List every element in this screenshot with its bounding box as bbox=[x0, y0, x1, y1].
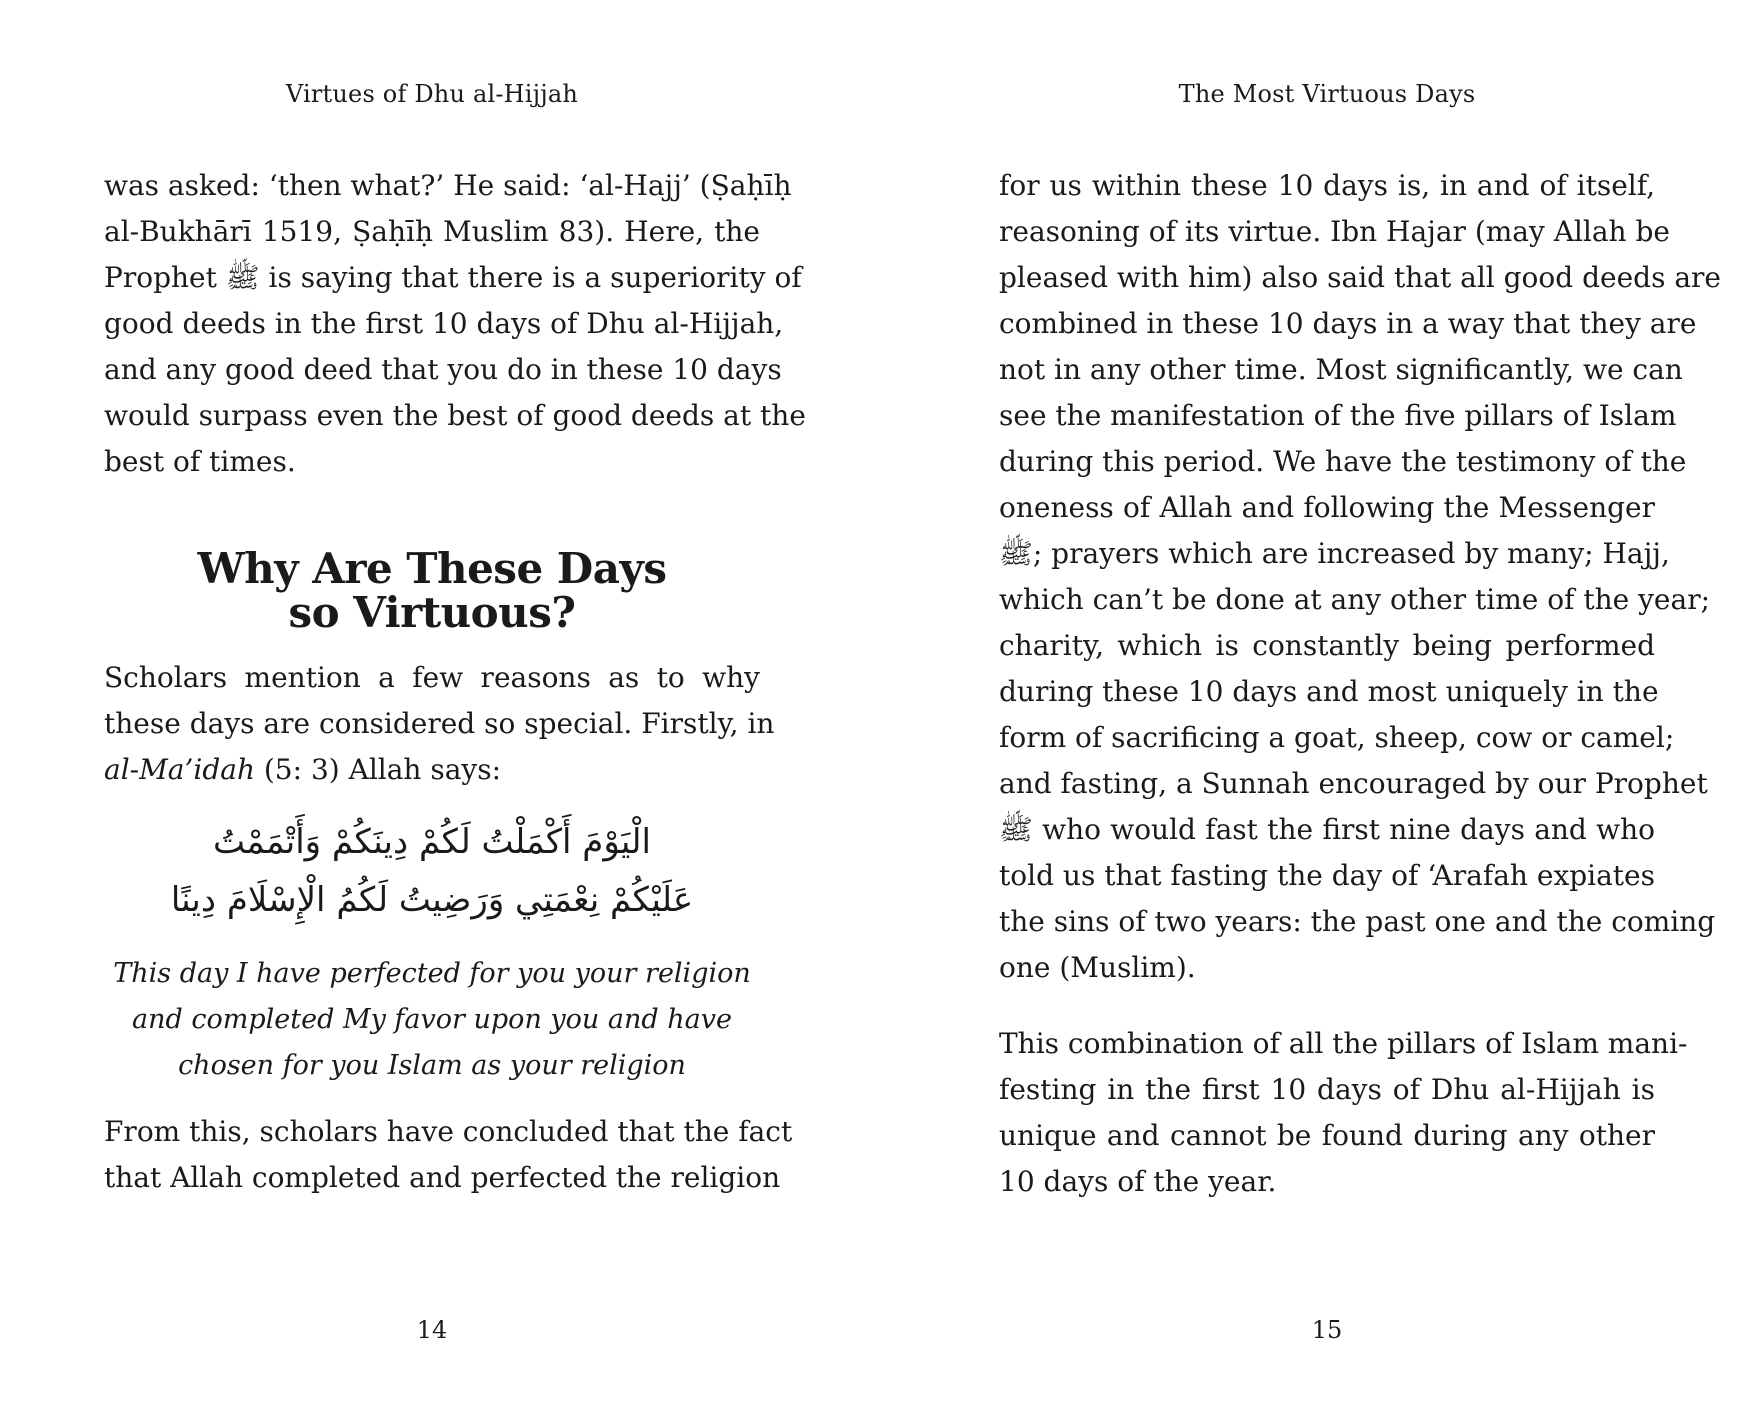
arabic-line: عَلَيْكُمْ نِعْمَتِي وَرَضِيتُ لَكُمُ الْإِسْلَامَ دِينًا bbox=[170, 880, 694, 920]
text-line: which can’t be done at any other time of the year; bbox=[999, 583, 1711, 616]
text-line: not in any other time. Most significantly, we can bbox=[999, 353, 1683, 386]
right-page bbox=[874, 0, 1749, 1402]
left-paragraph-1 bbox=[104, 163, 806, 485]
text-line: ﷺ who would fast the first nine days and who bbox=[999, 813, 1655, 846]
text-line: the sins of two years: the past one and the coming bbox=[999, 905, 1716, 938]
right-text-block bbox=[999, 163, 1721, 1205]
text-line: that Allah completed and perfected the religion bbox=[104, 1161, 781, 1194]
text-line: and fasting, a Sunnah encouraged by our Prophet bbox=[999, 767, 1708, 800]
translation-line: This day I have perfected for you your religion bbox=[113, 958, 751, 989]
text-fragment: (5: 3) Allah says: bbox=[254, 753, 502, 786]
paragraph-gap bbox=[999, 991, 1655, 1021]
text-line: al-Bukhārī 1519, Ṣaḥīḥ Muslim 83). Here, the bbox=[104, 215, 760, 248]
text-line: good deeds in the first 10 days of Dhu al-Hijjah, bbox=[104, 307, 784, 340]
right-running-head: The Most Virtuous Days bbox=[1178, 80, 1476, 108]
arabic-verse bbox=[104, 813, 760, 929]
heading-line: so Virtuous? bbox=[288, 588, 576, 637]
text-line: From this, scholars have concluded that the fact bbox=[104, 1115, 793, 1148]
text-line: see the manifestation of the five pillars of Islam bbox=[999, 399, 1677, 432]
text-line: festing in the first 10 days of Dhu al-Hijjah is bbox=[999, 1073, 1655, 1106]
left-paragraph-3 bbox=[104, 1109, 793, 1201]
text-line: Scholars mention a few reasons as to why bbox=[104, 661, 760, 694]
translation-line: and completed My favor upon you and have bbox=[132, 1004, 732, 1035]
text-line: combined in these 10 days in a way that they are bbox=[999, 307, 1697, 340]
text-line: ﷺ; prayers which are increased by many; Hajj, bbox=[999, 537, 1670, 570]
right-paragraph-2 bbox=[999, 1021, 1688, 1205]
text-line: during these 10 days and most uniquely in the bbox=[999, 675, 1659, 708]
text-line: would surpass even the best of good deeds at the bbox=[104, 399, 806, 432]
text-line: and any good deed that you do in these 10 days bbox=[104, 353, 782, 386]
arabic-line: الْيَوْمَ أَكْمَلْتُ لَكُمْ دِينَكُمْ وَأَتْمَمْتُ bbox=[213, 822, 651, 862]
text-line bbox=[104, 747, 760, 793]
translation-line: chosen for you Islam as your religion bbox=[178, 1050, 686, 1081]
text-line: oneness of Allah and following the Messenger bbox=[999, 491, 1655, 524]
text-line: was asked: ‘then what?’ He said: ‘al-Hajj’ (Ṣaḥīḥ bbox=[104, 169, 792, 202]
text-line: This combination of all the pillars of Islam mani- bbox=[999, 1027, 1688, 1060]
left-text-block bbox=[104, 163, 806, 1201]
text-line: reasoning of its virtue. Ibn Hajar (may Allah be bbox=[999, 215, 1670, 248]
heading-line: Why Are These Days bbox=[197, 544, 667, 593]
section-heading bbox=[104, 544, 760, 637]
surah-name: al-Ma’idah bbox=[104, 753, 255, 786]
text-line: 10 days of the year. bbox=[999, 1165, 1277, 1198]
verse-translation bbox=[104, 951, 760, 1089]
right-page-number: 15 bbox=[1311, 1316, 1343, 1344]
left-page bbox=[0, 0, 874, 1402]
text-line: during this period. We have the testimony of the bbox=[999, 445, 1687, 478]
left-page-number: 14 bbox=[416, 1316, 448, 1344]
left-paragraph-2 bbox=[104, 655, 775, 793]
right-paragraph-1 bbox=[999, 163, 1721, 991]
text-line: Prophet ﷺ is saying that there is a superiority of bbox=[104, 261, 802, 294]
text-line: for us within these 10 days is, in and of itself, bbox=[999, 169, 1655, 202]
text-line: one (Muslim). bbox=[999, 951, 1196, 984]
text-line: best of times. bbox=[104, 445, 296, 478]
text-line: charity, which is constantly being performed bbox=[999, 629, 1655, 662]
text-line: form of sacrificing a goat, sheep, cow or camel; bbox=[999, 721, 1675, 754]
text-line: unique and cannot be found during any other bbox=[999, 1119, 1655, 1152]
text-line: told us that fasting the day of ‘Arafah expiates bbox=[999, 859, 1655, 892]
text-line: these days are considered so special. Firstly, in bbox=[104, 707, 775, 740]
left-running-head: Virtues of Dhu al-Hijjah bbox=[285, 80, 579, 108]
text-line: pleased with him) also said that all good deeds are bbox=[999, 261, 1721, 294]
